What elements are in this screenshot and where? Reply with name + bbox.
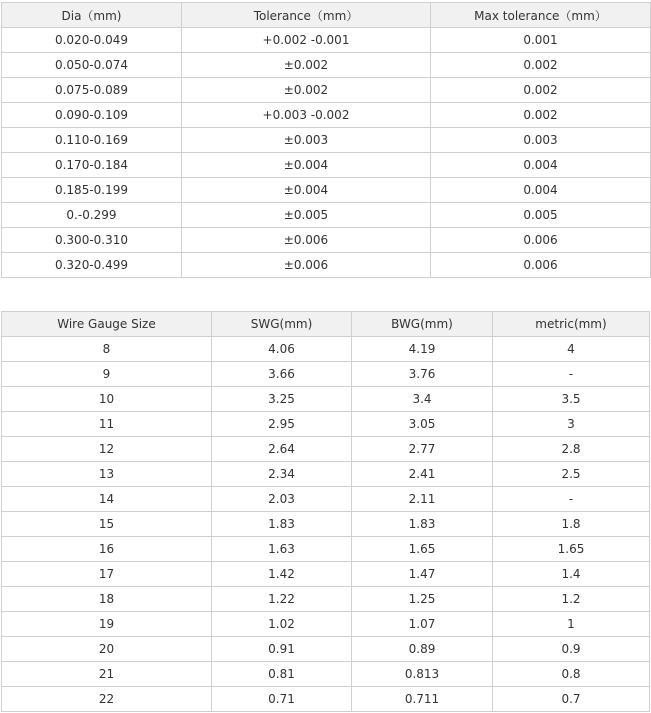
table-cell: 2.11 [352, 487, 493, 512]
table-cell: 14 [2, 487, 212, 512]
table-cell: 1.2 [493, 587, 650, 612]
table-row [2, 228, 651, 253]
table-cell: +0.002 -0.001 [182, 28, 431, 53]
table-cell: 0.004 [431, 153, 651, 178]
table-cell: 1.8 [493, 512, 650, 537]
table-cell: 0.71 [212, 687, 352, 712]
table-cell: 0.185-0.199 [2, 178, 182, 203]
table-row [2, 78, 651, 103]
table-cell: ±0.004 [182, 153, 431, 178]
table-row [2, 178, 651, 203]
table-cell: 16 [2, 537, 212, 562]
table-cell: 0.81 [212, 662, 352, 687]
table-cell: 0.050-0.074 [2, 53, 182, 78]
table-cell: 3.05 [352, 412, 493, 437]
table-row [2, 437, 650, 462]
table-cell: 0.320-0.499 [2, 253, 182, 278]
table-cell: 2.8 [493, 437, 650, 462]
table-cell: 2.95 [212, 412, 352, 437]
table-cell: 0.002 [431, 78, 651, 103]
table-cell: 18 [2, 587, 212, 612]
table-row [2, 28, 651, 53]
table-cell: 0.711 [352, 687, 493, 712]
table-cell: 0.300-0.310 [2, 228, 182, 253]
table-cell: 0.006 [431, 253, 651, 278]
wire-gauge-header-row [2, 312, 650, 337]
tolerance-header-row [2, 3, 651, 28]
table-row [2, 362, 650, 387]
table-cell: 21 [2, 662, 212, 687]
table-cell: 2.34 [212, 462, 352, 487]
table-cell: 0.-0.299 [2, 203, 182, 228]
table-cell: 1.22 [212, 587, 352, 612]
column-header: metric(mm) [493, 312, 650, 337]
table-cell: 2.5 [493, 462, 650, 487]
table-cell: 1.02 [212, 612, 352, 637]
table-cell: 3.25 [212, 387, 352, 412]
table-cell: 0.91 [212, 637, 352, 662]
table-cell: 10 [2, 387, 212, 412]
column-header: SWG(mm) [212, 312, 352, 337]
column-header: Wire Gauge Size [2, 312, 212, 337]
tolerance-table [1, 2, 651, 278]
table-cell: 3.66 [212, 362, 352, 387]
table-row [2, 203, 651, 228]
table-cell: 0.001 [431, 28, 651, 53]
column-header: Dia（mm) [2, 3, 182, 28]
table-cell: 4.06 [212, 337, 352, 362]
table-cell: 0.075-0.089 [2, 78, 182, 103]
table-cell: 1.42 [212, 562, 352, 587]
table-row [2, 412, 650, 437]
table-row [2, 387, 650, 412]
table-cell: ±0.006 [182, 228, 431, 253]
table-row [2, 587, 650, 612]
table-cell: 4 [493, 337, 650, 362]
table-cell: 1.25 [352, 587, 493, 612]
column-header: Max tolerance（mm） [431, 3, 651, 28]
table-cell: 9 [2, 362, 212, 387]
table-cell: 1.65 [352, 537, 493, 562]
table-row [2, 462, 650, 487]
table-cell: 1.4 [493, 562, 650, 587]
table-cell: 0.9 [493, 637, 650, 662]
wire-gauge-table [1, 311, 650, 712]
table-cell: ±0.004 [182, 178, 431, 203]
table-cell: 0.002 [431, 103, 651, 128]
table-cell: 3.4 [352, 387, 493, 412]
table-cell: 0.7 [493, 687, 650, 712]
table-row [2, 53, 651, 78]
table-cell: 1.65 [493, 537, 650, 562]
table-cell: +0.003 -0.002 [182, 103, 431, 128]
table-cell: 1.83 [212, 512, 352, 537]
table-row [2, 512, 650, 537]
table-row [2, 537, 650, 562]
column-header: Tolerance（mm） [182, 3, 431, 28]
table-cell: 2.03 [212, 487, 352, 512]
column-header: BWG(mm) [352, 312, 493, 337]
table-cell: 17 [2, 562, 212, 587]
table-cell: 3.5 [493, 387, 650, 412]
table-cell: ±0.003 [182, 128, 431, 153]
table-row [2, 612, 650, 637]
table-cell: - [493, 487, 650, 512]
table-row [2, 487, 650, 512]
table-row [2, 253, 651, 278]
table-cell: 1.47 [352, 562, 493, 587]
table-cell: 0.89 [352, 637, 493, 662]
table-cell: ±0.002 [182, 78, 431, 103]
table-cell: 0.110-0.169 [2, 128, 182, 153]
table-cell: 2.64 [212, 437, 352, 462]
table-row [2, 103, 651, 128]
table-cell: 0.813 [352, 662, 493, 687]
table-cell: ±0.005 [182, 203, 431, 228]
table-row [2, 337, 650, 362]
table-cell: - [493, 362, 650, 387]
table-cell: 2.77 [352, 437, 493, 462]
table-row [2, 128, 651, 153]
table-cell: ±0.002 [182, 53, 431, 78]
table-row [2, 687, 650, 712]
table-cell: ±0.006 [182, 253, 431, 278]
table-row [2, 562, 650, 587]
table-cell: 1.83 [352, 512, 493, 537]
table-cell: 15 [2, 512, 212, 537]
tolerance-body [2, 28, 651, 278]
table-cell: 0.002 [431, 53, 651, 78]
table-cell: 0.020-0.049 [2, 28, 182, 53]
table-cell: 0.005 [431, 203, 651, 228]
table-cell: 1.63 [212, 537, 352, 562]
table-cell: 13 [2, 462, 212, 487]
table-cell: 0.003 [431, 128, 651, 153]
table-cell: 0.170-0.184 [2, 153, 182, 178]
table-cell: 3 [493, 412, 650, 437]
table-cell: 1 [493, 612, 650, 637]
wire-gauge-body [2, 337, 650, 712]
table-cell: 20 [2, 637, 212, 662]
table-cell: 3.76 [352, 362, 493, 387]
table-row [2, 153, 651, 178]
table-cell: 8 [2, 337, 212, 362]
table-cell: 19 [2, 612, 212, 637]
table-cell: 12 [2, 437, 212, 462]
table-cell: 0.090-0.109 [2, 103, 182, 128]
table-cell: 0.8 [493, 662, 650, 687]
table-row [2, 637, 650, 662]
table-cell: 0.004 [431, 178, 651, 203]
table-cell: 4.19 [352, 337, 493, 362]
table-cell: 11 [2, 412, 212, 437]
table-cell: 22 [2, 687, 212, 712]
table-cell: 1.07 [352, 612, 493, 637]
table-cell: 2.41 [352, 462, 493, 487]
table-cell: 0.006 [431, 228, 651, 253]
table-row [2, 662, 650, 687]
